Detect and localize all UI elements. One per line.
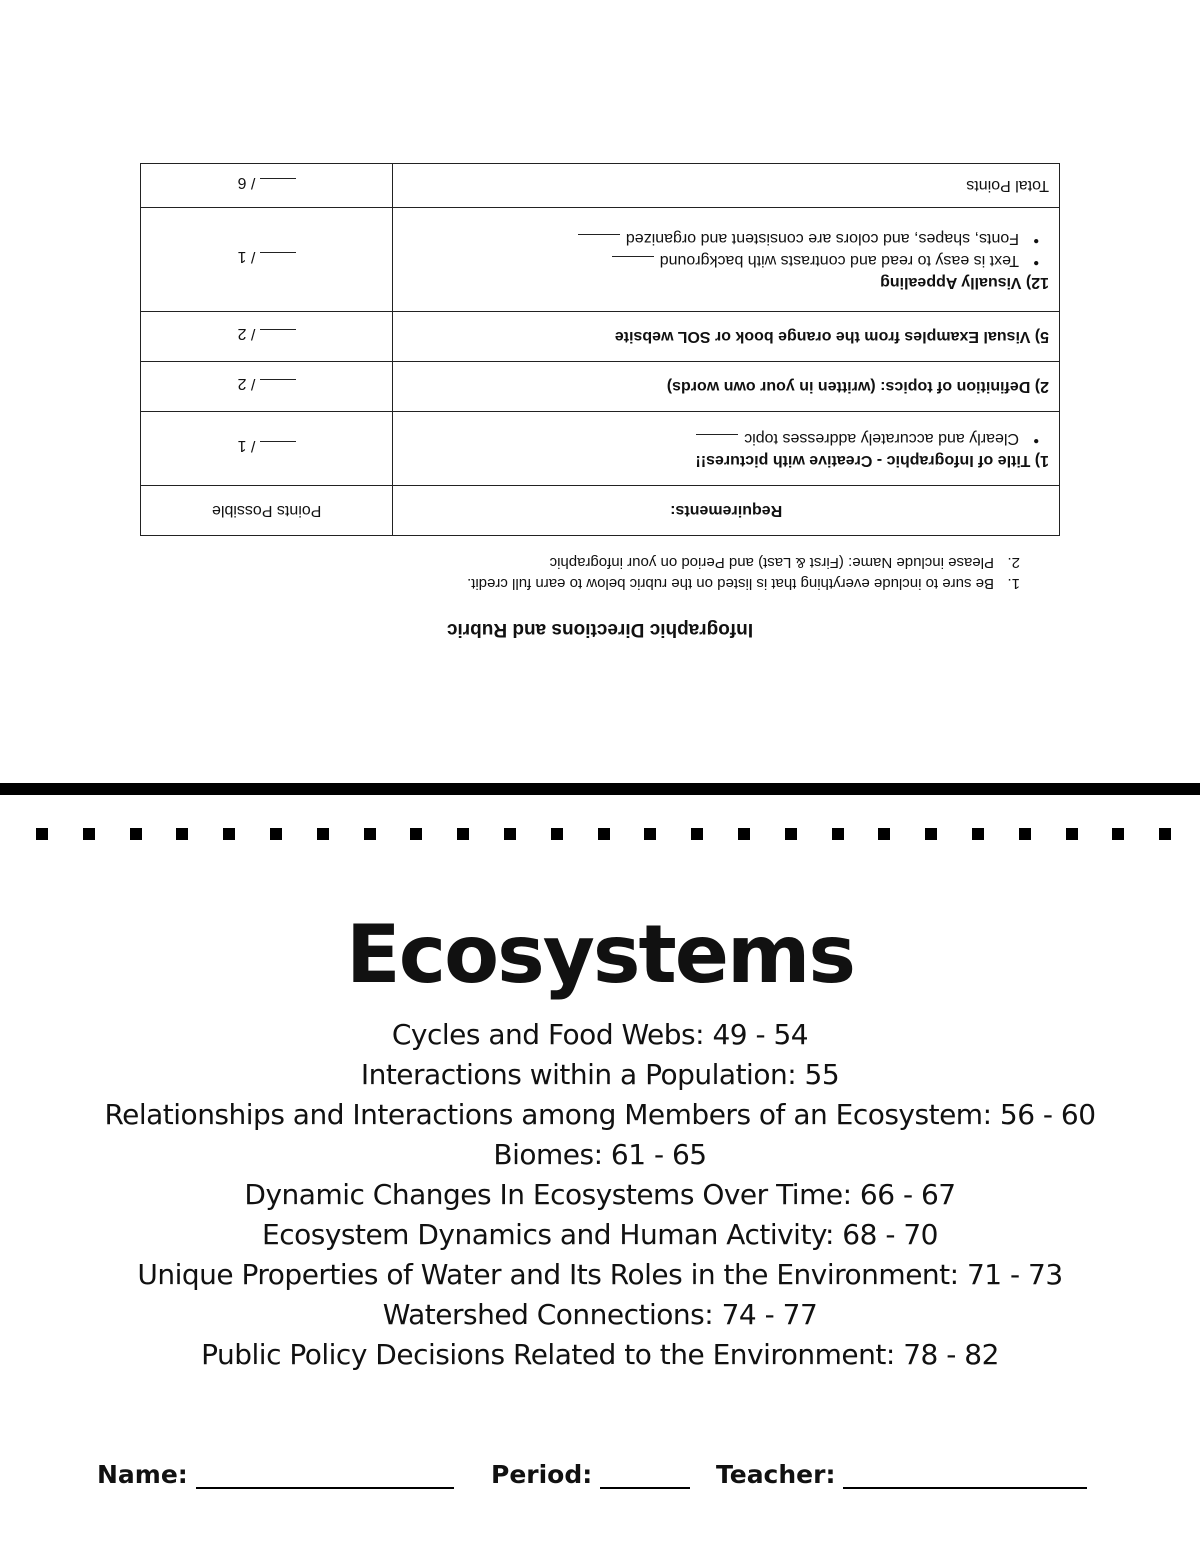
cut-line-dot [364,828,376,840]
list-item: Ecosystem Dynamics and Human Activity: 68 - 70 [262,1218,938,1251]
cut-line-dot [1019,828,1031,840]
check-blank [696,435,738,450]
divider-line [0,783,1200,795]
cut-line-dot [832,828,844,840]
cut-line-dot [176,828,188,840]
points-value: / 2 [237,375,256,393]
cut-line-dot [36,828,48,840]
list-item: Relationships and Interactions among Members of an Ecosystem: 56 - 60 [104,1098,1096,1131]
requirement-title: 2) Definition of topics: (written in your own words) [393,362,1060,412]
bullet-item [403,430,1049,450]
direction-text: Please include Name: (First & Last) and Period on your infographic [549,554,994,571]
direction-number: 2. [1007,554,1020,571]
teacher-label: Teacher: [716,1460,836,1489]
cut-line-dot [270,828,282,840]
points-value: / 2 [237,325,256,343]
points-value: / 1 [237,437,256,455]
direction-number: 1. [1007,575,1020,592]
cut-line-dot [83,828,95,840]
direction-item [140,575,1020,592]
score-blank [260,253,296,272]
list-item: Watershed Connections: 74 - 77 [382,1298,818,1331]
cut-line-dot [972,828,984,840]
teacher-field [716,1460,1087,1489]
bullet-item [403,230,1049,250]
direction-item [140,554,1020,571]
requirement-cell [393,208,1060,312]
cut-line-dot [644,828,656,840]
check-blank [612,257,654,272]
table-row [141,164,1060,208]
requirement-title: 5) Visual Examples from the orange book or SOL website [393,312,1060,362]
cut-line-dot [785,828,797,840]
direction-text: Be sure to include everything that is listed on the rubric below to earn full credit. [467,575,994,592]
list-item: Interactions within a Population: 55 [360,1058,840,1091]
cut-line-dot [551,828,563,840]
page-title: Ecosystems [346,908,854,1001]
score-blank [260,380,296,399]
table-row [141,208,1060,312]
table-row [141,312,1060,362]
list-item: Public Policy Decisions Related to the Environment: 78 - 82 [201,1338,999,1371]
cut-line-dot [738,828,750,840]
cut-line-dot [878,828,890,840]
name-label: Name: [97,1460,188,1489]
score-blank [260,442,296,461]
points-cell [141,208,393,312]
list-item: Unique Properties of Water and Its Roles in the Environment: 71 - 73 [137,1258,1063,1291]
teacher-blank[interactable] [843,1461,1087,1489]
cut-line-dot [223,828,235,840]
score-blank [260,179,296,198]
bullet-text: Clearly and accurately addresses topic [744,430,1019,448]
cut-line-dot [925,828,937,840]
cut-line-dot [1159,828,1171,840]
points-value: / 1 [237,248,256,266]
cut-line-dot [457,828,469,840]
dotted-cut-line [0,828,1200,842]
points-cell [141,164,393,208]
cut-line-dot [317,828,329,840]
period-label: Period: [491,1460,593,1489]
table-row [141,362,1060,412]
name-field [97,1460,454,1489]
table-header-row [141,486,1060,536]
points-header: Points Possible [141,486,393,536]
list-item: Cycles and Food Webs: 49 - 54 [391,1018,809,1051]
cut-line-dot [1066,828,1078,840]
points-cell [141,362,393,412]
cut-line-dot [598,828,610,840]
bullet-item [403,252,1049,272]
rubric-table [140,163,1060,536]
table-row [141,412,1060,486]
list-item: Dynamic Changes In Ecosystems Over Time: 66 - 67 [244,1178,956,1211]
requirement-title: 1) Title of Infographic - Creative with pictures!! [695,452,1049,470]
bullet-text: Text is easy to read and contrasts with background [659,252,1019,270]
topics-list [0,1015,1200,1375]
bullet-text: Fonts, shapes, and colors are consistent and organized [625,230,1019,248]
period-blank[interactable] [600,1461,690,1489]
points-cell [141,412,393,486]
name-blank[interactable] [196,1461,454,1489]
cut-line-dot [691,828,703,840]
requirement-title: 12) Visually Appealing [880,274,1049,292]
points-value: / 6 [237,174,256,192]
cut-line-dot [504,828,516,840]
points-cell [141,312,393,362]
cut-line-dot [1112,828,1124,840]
check-blank [578,235,620,250]
rubric-title: Infographic Directions and Rubric [446,619,754,640]
directions-list [140,554,1060,592]
period-field [491,1460,690,1489]
list-item: Biomes: 61 - 65 [493,1138,707,1171]
cut-line-dot [130,828,142,840]
rubric-content [140,163,1060,640]
score-blank [260,330,296,349]
cut-line-dot [410,828,422,840]
requirements-header: Requirements: [393,486,1060,536]
requirement-cell [393,412,1060,486]
total-label: Total Points [393,164,1060,208]
